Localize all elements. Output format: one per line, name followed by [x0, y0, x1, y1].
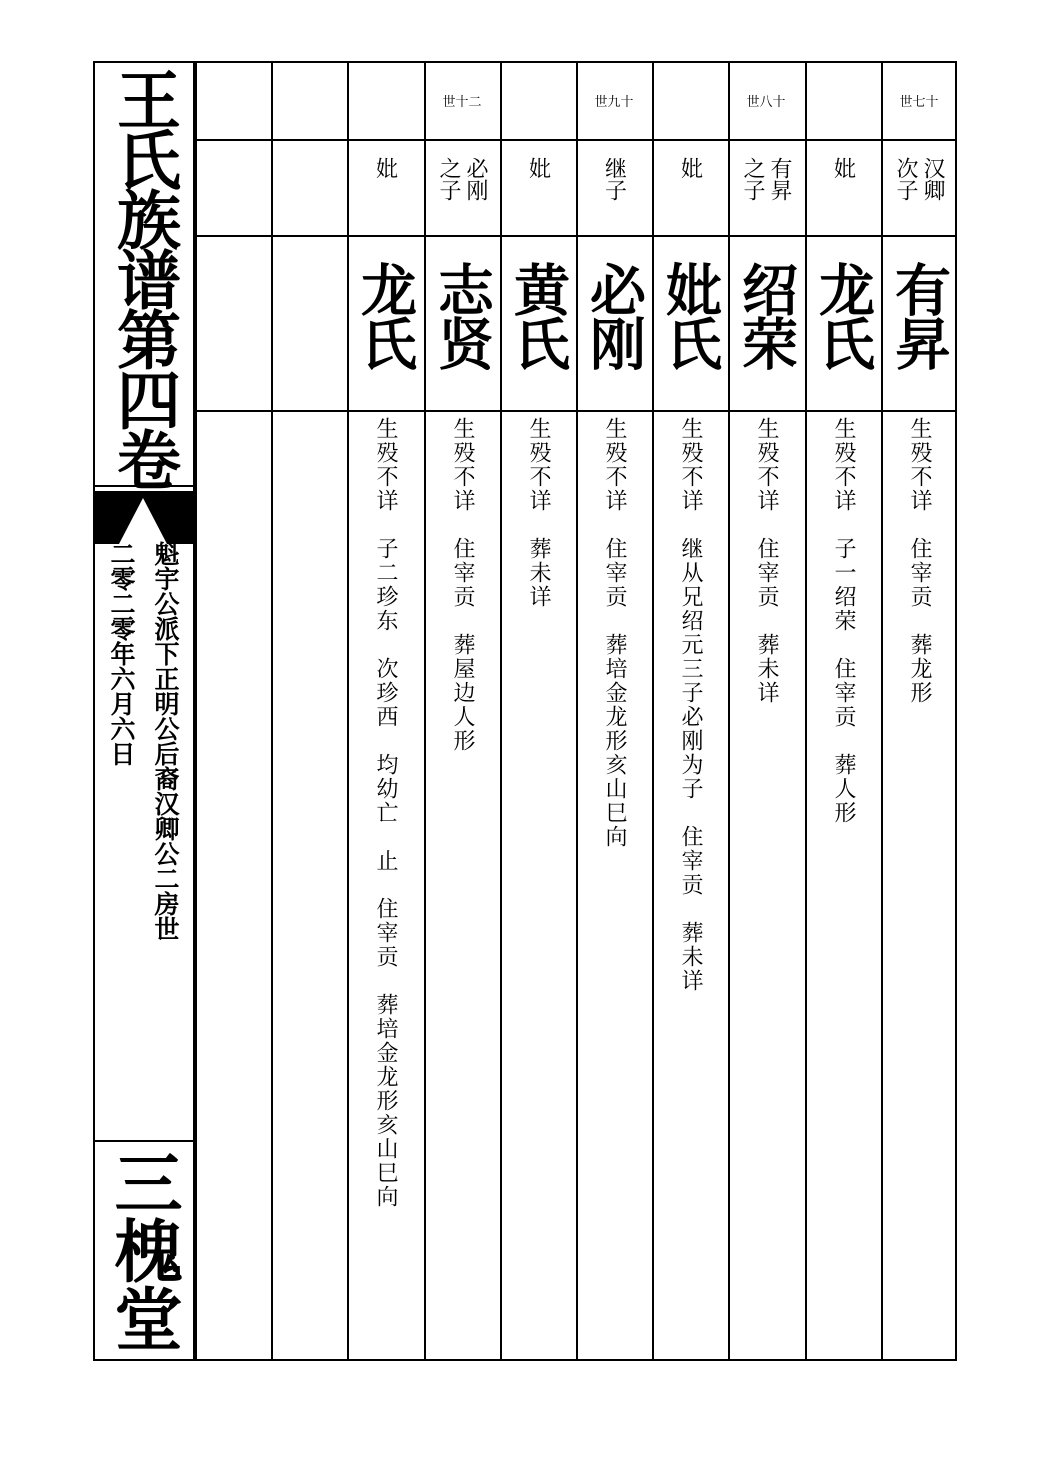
relation-text: 继子 — [601, 157, 627, 201]
person-name-text: 有昇 — [886, 261, 952, 369]
hall-name: 三槐堂 — [103, 1148, 183, 1352]
biography-text: 生殁不详 子二珍东 次珍西 均幼亡 止 住宰贡 葬培金龙形亥山巳向 — [373, 417, 398, 1209]
generation-label: 世十二 — [442, 95, 482, 110]
relation-text: 汉卿 次子 — [893, 157, 945, 201]
generation-label: 世九十 — [594, 95, 634, 110]
biography-text: 生殁不详 住宰贡 葬屋边人形 — [450, 417, 475, 753]
person-name-text: 黄氏 — [505, 261, 571, 369]
relation-text: 有昇 之子 — [740, 157, 792, 201]
compile-date: 二零二零年六月六日 — [107, 541, 136, 766]
book-title: 王氏族谱第四卷 — [106, 67, 181, 487]
person-name-text: 妣氏 — [657, 261, 723, 369]
person-name-text: 龙氏 — [810, 261, 876, 369]
lineage-subtitle: 魁宇公派下正明公后裔汉卿公二房世 — [151, 541, 180, 941]
page-frame — [93, 61, 957, 1361]
biography-text: 生殁不详 住宰贡 葬未详 — [754, 417, 779, 705]
person-name-text: 龙氏 — [352, 261, 418, 369]
generation-label: 世七十 — [899, 95, 939, 110]
biography-text: 生殁不详 子一绍荣 住宰贡 葬人形 — [831, 417, 856, 825]
relation-text: 妣 — [525, 157, 551, 179]
person-name-text: 志贤 — [429, 261, 495, 369]
person-name-text: 必刚 — [581, 261, 647, 369]
generation-label: 世八十 — [746, 95, 786, 110]
person-name-text: 绍荣 — [733, 261, 799, 369]
biography-text: 生殁不详 住宰贡 葬龙形 — [907, 417, 932, 705]
relation-text: 妣 — [830, 157, 856, 179]
relation-text: 必刚 之子 — [436, 157, 488, 201]
biography-text: 生殁不详 继从兄绍元三子必刚为子 住宰贡 葬未详 — [678, 417, 703, 993]
relation-text: 妣 — [677, 157, 703, 179]
biography-text: 生殁不详 葬未详 — [526, 417, 551, 609]
relation-text: 妣 — [372, 157, 398, 179]
biography-text: 生殁不详 住宰贡 葬培金龙形亥山巳向 — [602, 417, 627, 849]
